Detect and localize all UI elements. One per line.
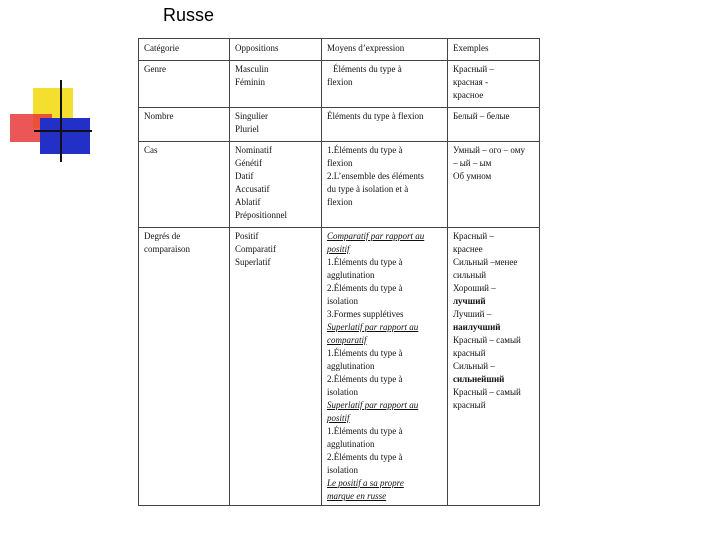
cell-categorie: Cas <box>139 142 230 228</box>
cell-categorie: Nombre <box>139 108 230 142</box>
table-header-row <box>139 39 540 61</box>
cell-exemples: Красный – краснее Сильный –менее сильный Хороший – лучший Лучший – наилучший Красный – самый красный Сильный – сильнейший Красный – самый красный <box>448 228 540 506</box>
cell-oppositions: Positif Comparatif Superlatif <box>230 228 322 506</box>
table-row <box>139 61 540 108</box>
grammar-table <box>138 38 540 506</box>
header-exemples: Exemples <box>448 39 540 61</box>
slide-title: Russe <box>163 5 215 25</box>
cell-oppositions: Nominatif Génétif Datif Accusatif Ablatif Prépositionnel <box>230 142 322 228</box>
vertical-line <box>60 80 62 162</box>
cell-exemples: Красный – красная - красное <box>448 61 540 108</box>
cell-moyens: Comparatif par rapport au positif 1.Éléments du type à agglutination 2.Éléments du type à isolation 3.Formes supplétives Superlatif par rapport au comparatif 1.Éléments du type à agglutination 2.Éléments du type à isolation Superlatif par rapport au positif 1.Éléments du type à agglutination 2.Éléments du type à isolation Le positif a sa propre marque en russe <box>322 228 448 506</box>
horizontal-line <box>34 130 92 132</box>
cell-exemples: Умный – ого – ому – ый – ым Об умном <box>448 142 540 228</box>
cell-moyens: Éléments du type à flexion <box>322 108 448 142</box>
cell-moyens: 1.Éléments du type à flexion 2.L’ensemble des éléments du type à isolation et à flexion <box>322 142 448 228</box>
header-categorie: Catégorie <box>139 39 230 61</box>
cell-exemples: Белый – белые <box>448 108 540 142</box>
header-oppositions: Oppositions <box>230 39 322 61</box>
cell-moyens: Éléments du type à flexion <box>322 61 448 108</box>
cell-oppositions: Masculin Féminin <box>230 61 322 108</box>
table-row <box>139 228 540 506</box>
table-row <box>139 142 540 228</box>
blue-square <box>40 118 90 154</box>
header-moyens: Moyens d’expression <box>322 39 448 61</box>
cell-categorie: Genre <box>139 61 230 108</box>
cell-categorie: Degrés de comparaison <box>139 228 230 506</box>
table-row <box>139 108 540 142</box>
cell-oppositions: Singulier Pluriel <box>230 108 322 142</box>
